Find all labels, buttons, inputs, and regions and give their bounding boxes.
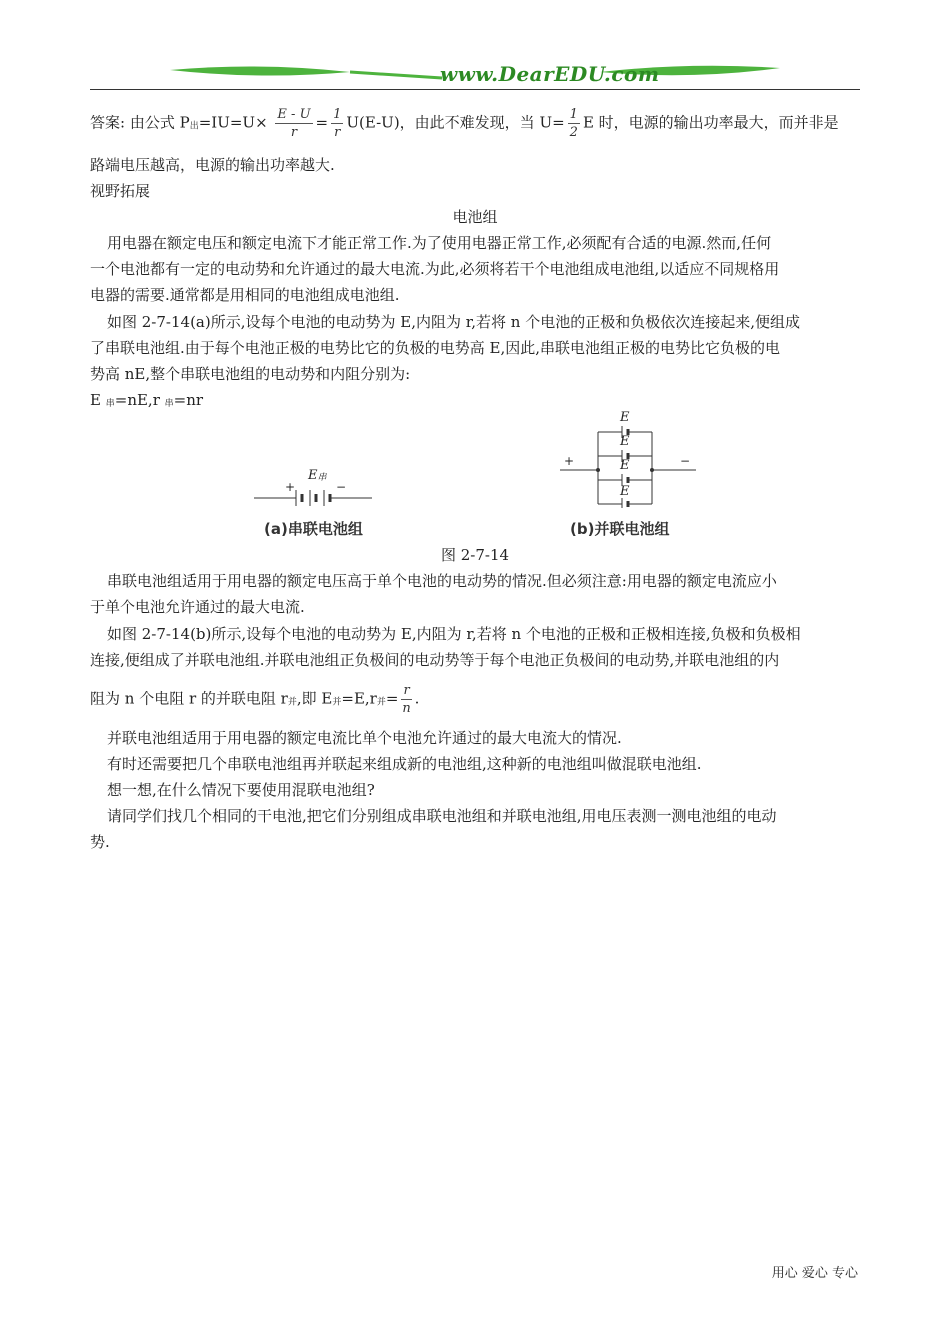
parallel-e-label-2: E — [620, 434, 630, 449]
p1-line-3: 电器的需要.通常都是用相同的电池组成电池组. — [90, 286, 400, 304]
answer-line-2: 路端电压越高，电源的输出功率越大. — [90, 156, 335, 174]
header-rule — [90, 89, 860, 90]
p8-line-1: 请同学们找几个相同的干电池,把它们分别组成串联电池组和并联电池组,用电压表测一测电池组的电动 — [107, 807, 777, 825]
series-e-label: $E_串$ — [308, 468, 327, 483]
page-header — [90, 58, 860, 90]
p6: 有时还需要把几个串联电池组再并联起来组成新的电池组,这种新的电池组叫做混联电池组. — [107, 755, 702, 773]
p5: 并联电池组适用于用电器的额定电流比单个电池允许通过的最大电流大的情况. — [107, 729, 622, 747]
p3-line-2: 于单个电池允许通过的最大电流. — [90, 598, 305, 616]
fraction-r-over-n: $\frac{r}{n}$ — [402, 683, 411, 716]
page-footer: 用心 爱心 专心 — [771, 1266, 858, 1281]
p7: 想一想,在什么情况下要使用混联电池组? — [107, 781, 375, 799]
p2-line-1: 如图 2-7-14(a)所示,设每个电池的电动势为 E,内阻为 r,若将 n 个电池的正极和负极依次连接起来,便组成 — [107, 313, 801, 331]
p8-line-2: 势. — [90, 833, 110, 851]
p4-line-3: 阻为 n 个电阻 r 的并联电阻 $r_并$,即 $E_并=E,r_并=$ $\frac{r}{n}$ . — [90, 683, 420, 716]
figure-caption: 图 2-7-14 — [440, 546, 510, 564]
fraction-one-half: $\frac{1}{2}$ — [569, 107, 578, 140]
series-plus: + — [285, 480, 296, 494]
series-minus: − — [336, 480, 347, 494]
p4-line-1: 如图 2-7-14(b)所示,设每个电池的电动势为 E,内阻为 r,若将 n 个电池的正极和正极相连接,负极和负极相 — [107, 625, 801, 643]
fraction-e-minus-u-over-r: $\frac{E - U}{r}$ — [277, 107, 311, 140]
parallel-e-label-1: E — [620, 410, 630, 425]
answer-line-1: 答案: 由公式 $P_出=IU=U\times$ $\frac{E - U}{r}$ = $\frac{1}{r}$ U(E-U)，由此不难发现，当 U= $\frac{1}{2}$ E 时，电源的输出功率最大，而并非是 — [90, 107, 839, 140]
figure-b-parallel — [556, 408, 706, 544]
p4-line-2: 连接,便组成了并联电池组.并联电池组正负极间的电动势等于每个电池正负极间的电动势,并联电池组的内 — [90, 651, 780, 669]
p2-line-2: 了串联电池组.由于每个电池正极的电势比它的负极的电势高 E,因此,串联电池组正极的电势比它负极的电 — [90, 339, 781, 357]
p1-line-2: 一个电池都有一定的电动势和允许通过的最大电流.为此,必须将若干个电池组成电池组,以适应不同规格用 — [90, 260, 780, 278]
figure-b-caption: (b)并联电池组 — [570, 520, 670, 538]
series-formula: E $_串$=nE,r $_串$=nr — [90, 391, 204, 409]
p2-line-3: 势高 nE,整个串联电池组的电动势和内阻分别为: — [90, 365, 411, 383]
figure-a-caption: (a)串联电池组 — [264, 520, 363, 538]
section-label: 视野拓展 — [90, 182, 151, 200]
fraction-one-over-r: $\frac{1}{r}$ — [333, 107, 342, 140]
figure-a-series — [252, 466, 382, 542]
site-logo[interactable]: www.DearEDU.com — [440, 62, 660, 86]
p1-line-1: 用电器在额定电压和额定电流下才能正常工作.为了使用电器正常工作,必须配有合适的电源.然而,任何 — [107, 234, 772, 252]
section-title: 电池组 — [452, 208, 498, 226]
parallel-plus: + — [564, 454, 575, 468]
p3-line-1: 串联电池组适用于用电器的额定电压高于单个电池的电动势的情况.但必须注意:用电器的额定电流应小 — [107, 572, 777, 590]
parallel-e-label-4: E — [620, 484, 630, 499]
parallel-minus: − — [680, 454, 691, 468]
parallel-e-label-3: E — [620, 458, 630, 473]
